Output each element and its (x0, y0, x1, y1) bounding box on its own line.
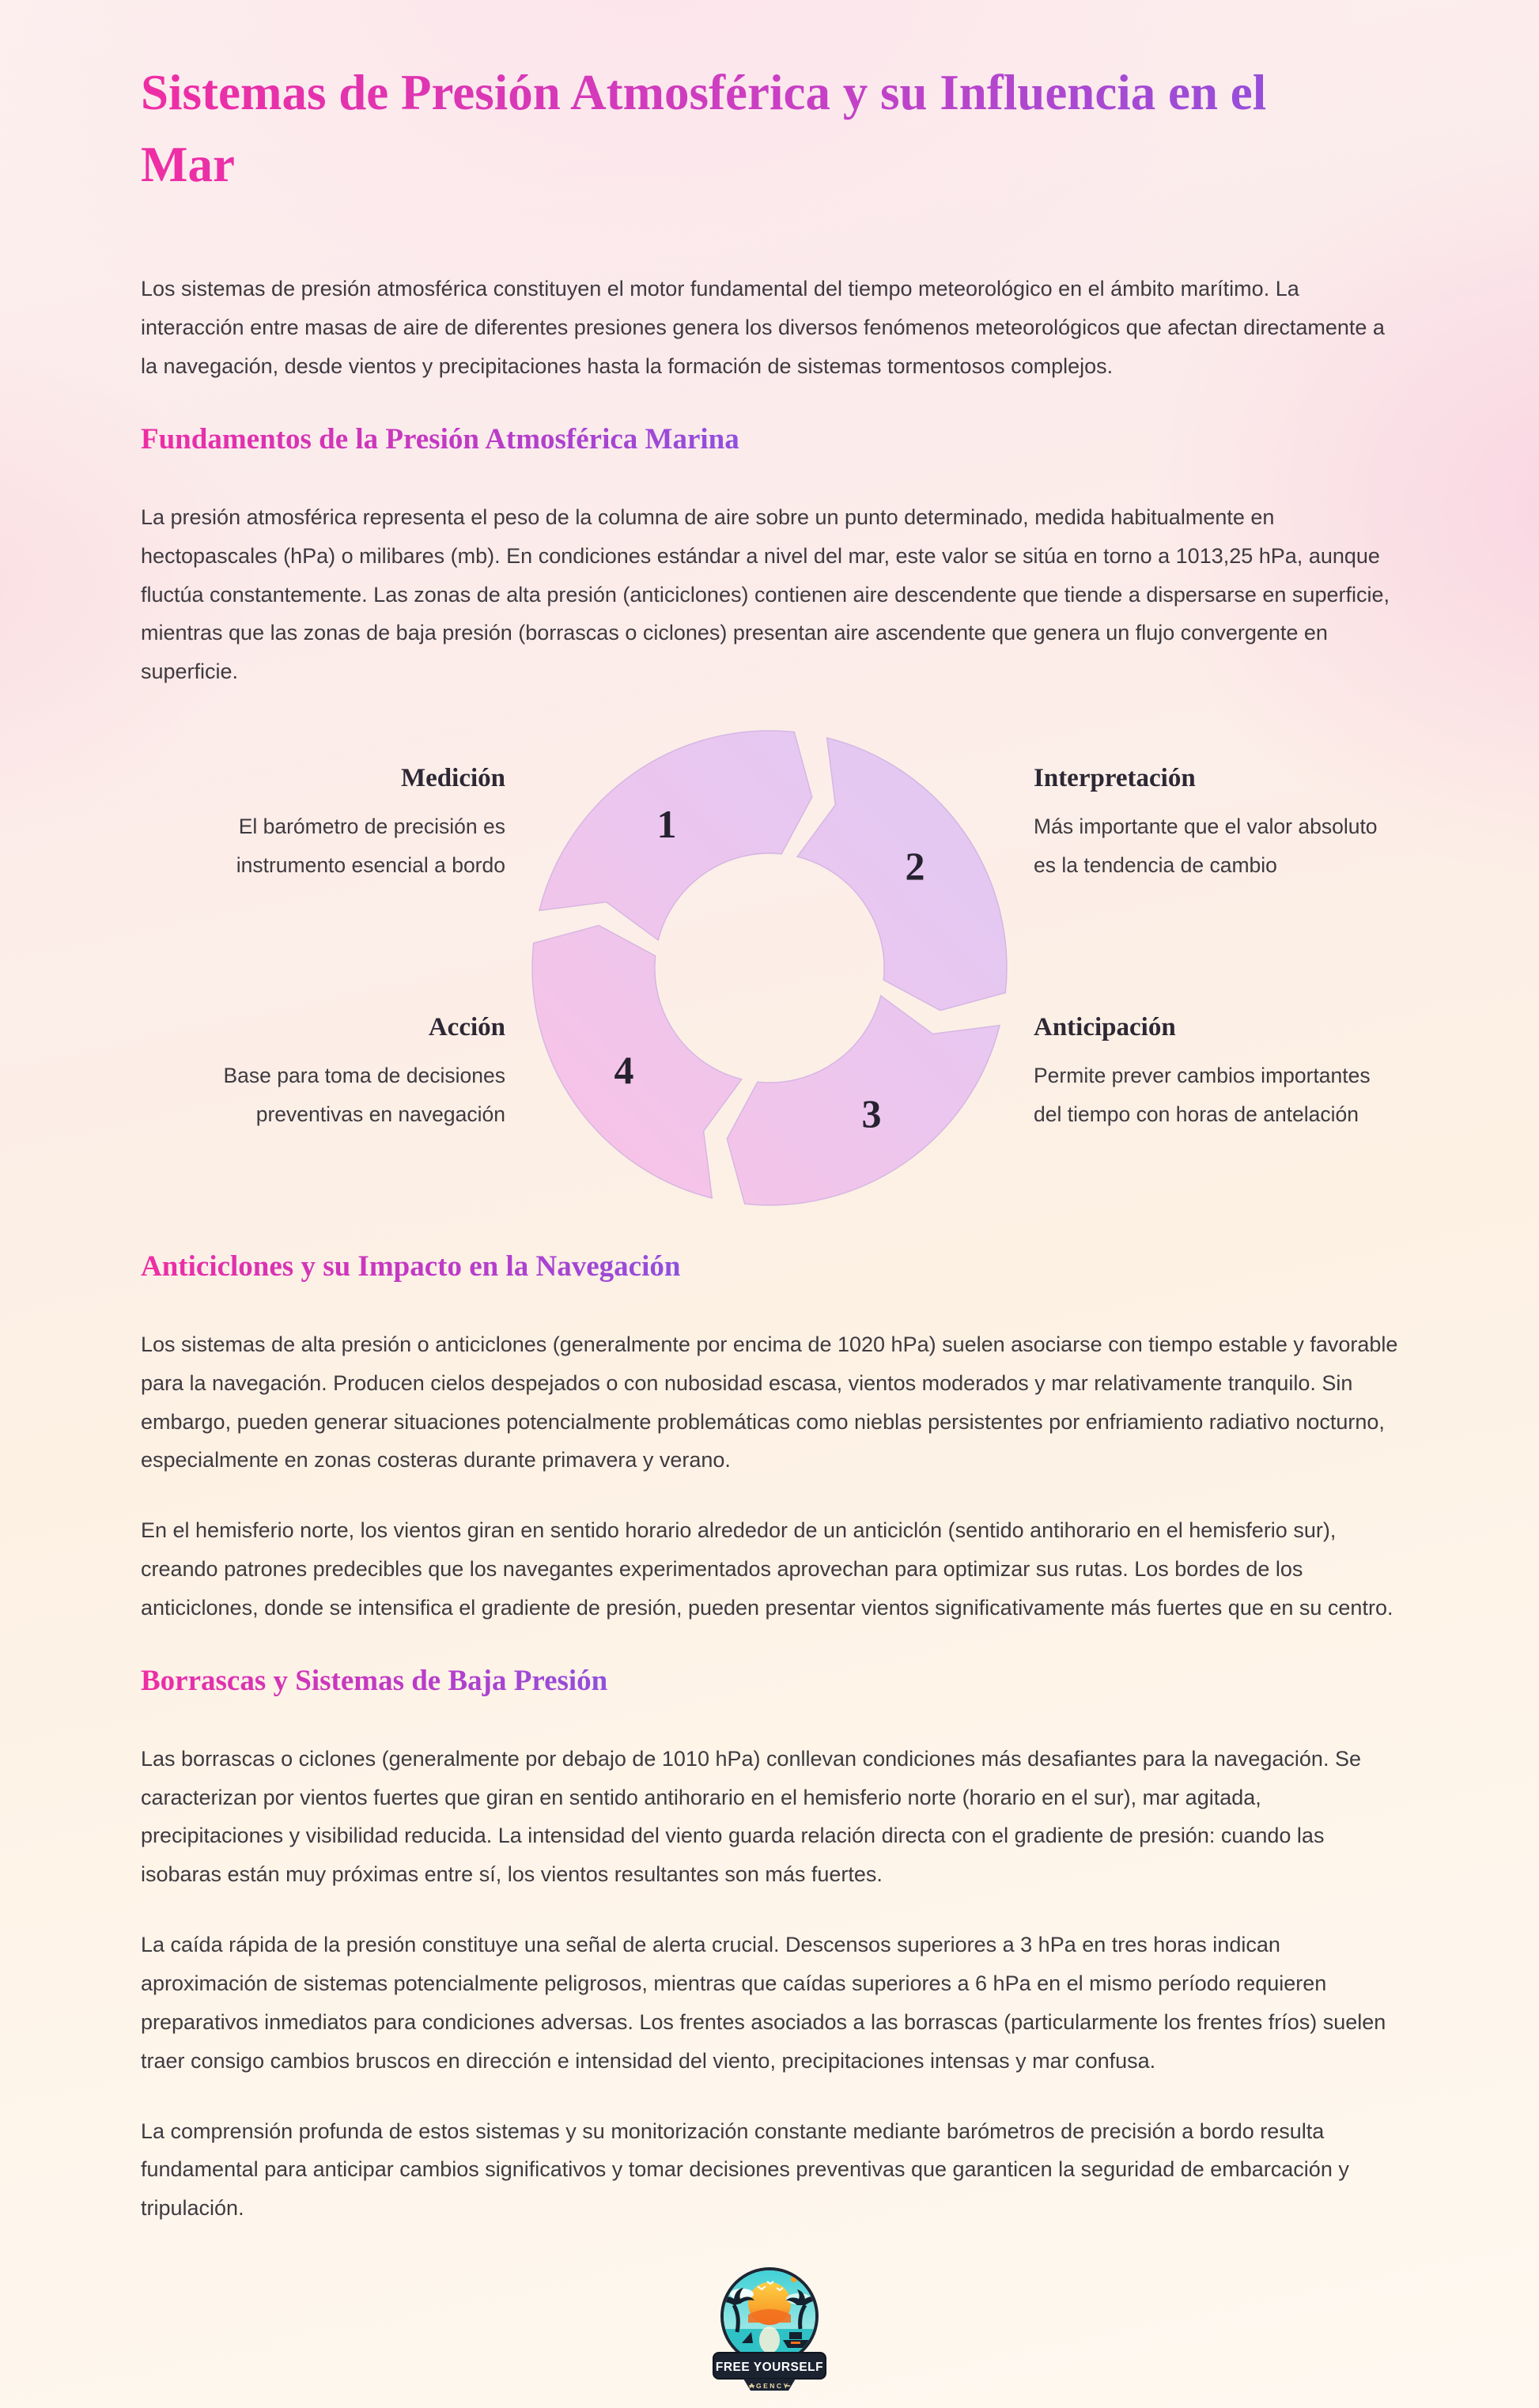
segment-number-3: 3 (861, 1091, 882, 1136)
section-paragraph: En el hemisferio norte, los vientos giran en sentido horario alrededor de un anticiclón (sentido antihorario en el hemisferio sur), creando patrones predecibles que los navegantes experimentados aprovechan para optimizar sus rutas. Los bordes de los anticiclones, donde se intensifica el gradiente de presión, pueden presentar vientos significativamente más fuertes que en su centro. (141, 1518, 1393, 1620)
section-heading-fundamentos: Fundamentos de la Presión Atmosférica Marina (141, 419, 739, 460)
section-paragraph: La presión atmosférica representa el peso de la columna de aire sobre un punto determinado, medida habitualmente en hectopascales (hPa) o milibares (mb). En condiciones estándar a nivel del mar, este valor se sitúa en torno a 1013,25 hPa, aunque fluctúa constantemente. Las zonas de alta presión (anticiclones) contienen aire descendente que tiende a dispersarse en superficie, mientras que las zonas de baja presión (borrascas o ciclones) presentan aire ascendente que genera un flujo convergente en superficie. (141, 505, 1390, 684)
cycle-label-description: El barómetro de precisión es instrumento esencial a bordo (236, 815, 505, 878)
free-yourself-logo (710, 2259, 829, 2395)
cycle-label-anticipacion (1034, 1013, 1398, 1134)
intro-paragraph: Los sistemas de presión atmosférica constituyen el motor fundamental del tiempo meteorológico en el ámbito marítimo. La interacción entre masas de aire de diferentes presiones genera los diversos fenómenos meteorológicos que afectan directamente a la navegación, desde vientos y precipitaciones hasta la formación de sistemas tormentosos complejos. (141, 277, 1385, 379)
page-title: Sistemas de Presión Atmosférica y su Influencia en el Mar (141, 57, 1343, 200)
logo-subtitle: AGENCY (749, 2382, 790, 2391)
section-paragraph: La comprensión profunda de estos sistemas y su monitorización constante mediante barómetros de precisión a bordo resulta fundamental para anticipar cambios significativos y tomar decisiones preventivas que garanticen la seguridad de embarcación y tripulación. (141, 2119, 1349, 2221)
cycle-label-title: Medición (401, 764, 505, 793)
logo-title: FREE YOURSELF (715, 2361, 824, 2375)
segment-number-2: 2 (905, 844, 925, 889)
cycle-label-description: Permite prever cambios importantes del tiempo con horas de antelación (1034, 1064, 1371, 1127)
cycle-label-interpretacion (1034, 764, 1398, 885)
segment-number-4: 4 (614, 1048, 634, 1093)
section-paragraph: Las borrascas o ciclones (generalmente por debajo de 1010 hPa) conllevan condiciones más desafiantes para la navegación. Se caracterizan por vientos fuertes que giran en sentido antihorario en el hemisferio norte (horario en el sur), mar agitada, precipitaciones y visibilidad reducida. La intensidad del viento guarda relación directa con el gradiente de presión: cuando las isobaras están muy próximas entre sí, los vientos resultantes son más fuertes. (141, 1746, 1361, 1887)
cycle-label-accion (193, 1013, 505, 1134)
section-paragraph: La caída rápida de la presión constituye una señal de alerta crucial. Descensos superiores a 3 hPa en tres horas indican aproximación de sistemas potencialmente peligrosos, mientras que caídas superiores a 6 hPa en el mismo período requieren preparativos inmediatos para condiciones adversas. Los frentes asociados a las borrascas (particularmente los frentes fríos) suelen traer consigo cambios bruscos en dirección e intensidad del viento, precipitaciones intensas y mar confusa. (141, 1933, 1386, 2073)
section-paragraph: Los sistemas de alta presión o anticiclones (generalmente por encima de 1020 hPa) suelen asociarse con tiempo estable y favorable para la navegación. Producen cielos despejados o con nubosidad escasa, vientos moderados y mar relativamente tranquilo. Sin embargo, pueden generar situaciones potencialmente problemáticas como nieblas persistentes por enfriamiento radiativo nocturno, especialmente en zonas costeras durante primavera y verano. (141, 1332, 1398, 1472)
cycle-label-description: Base para toma de decisiones preventivas en navegación (223, 1064, 505, 1127)
cycle-label-medicion (193, 764, 505, 885)
footer-brand (141, 2259, 1398, 2395)
cycle-label-title: Anticipación (1034, 1013, 1176, 1042)
cycle-label-description: Más importante que el valor absoluto es la tendencia de cambio (1034, 815, 1378, 878)
section-heading-anticiclones: Anticiclones y su Impacto en la Navegación (141, 1246, 680, 1287)
cycle-segment-4 (532, 925, 742, 1198)
segment-number-1: 1 (656, 802, 677, 847)
section-heading-borrascas: Borrascas y Sistemas de Baja Presión (141, 1661, 607, 1702)
cycle-label-title: Interpretación (1034, 764, 1196, 793)
cycle-segment-2 (797, 738, 1007, 1011)
pressure-cycle-diagram (141, 723, 1398, 1213)
cycle-right-labels (1034, 723, 1398, 1213)
cycle-donut-icon (524, 723, 1015, 1213)
cycle-label-title: Acción (428, 1013, 505, 1042)
cycle-left-labels (141, 723, 505, 1213)
